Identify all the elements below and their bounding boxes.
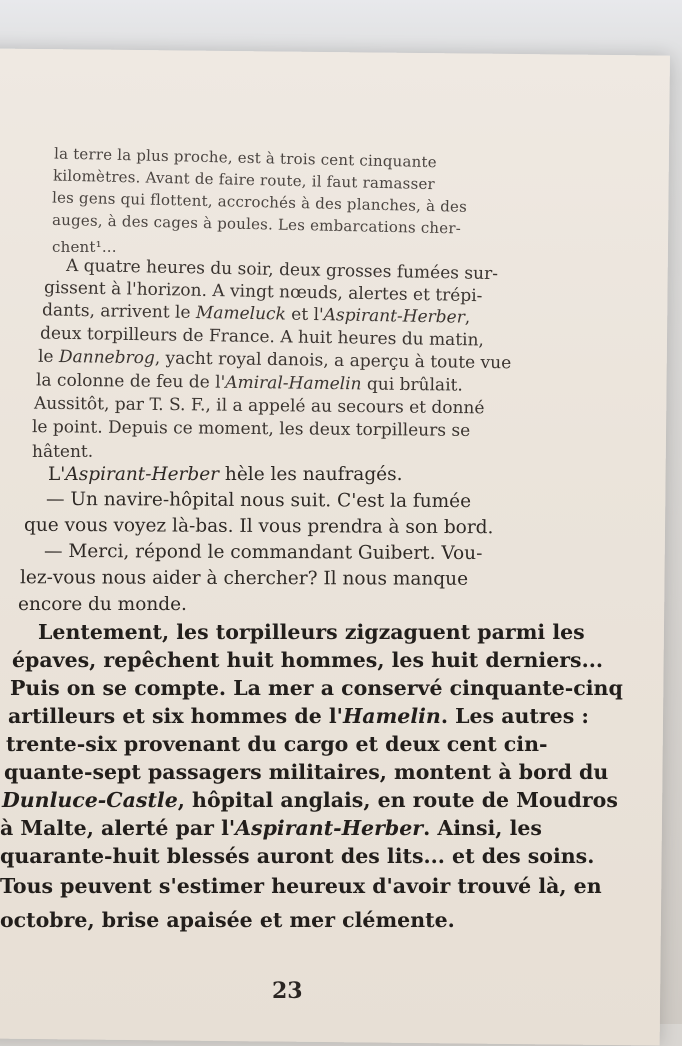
text-line: Puis on se compte. La mer a conservé cinquante-cinq (10, 676, 623, 700)
text-line: A quatre heures du soir, deux grosses fumées sur- (65, 255, 499, 285)
text-line: chent¹... (52, 238, 117, 256)
text-line: les gens qui flottent, accrochés à des planches, à des (51, 188, 468, 216)
text-line: dants, arrivent le Mameluck et l'Aspirant-Herber, (41, 300, 471, 328)
page-number: 23 (272, 978, 303, 1004)
text-line: la colonne de feu de l'Amiral-Hamelin qui brûlait. (35, 370, 463, 396)
text-line: le point. Depuis ce moment, les deux torpilleurs se (31, 417, 471, 441)
text-line: quarante-huit blessés auront des lits... et des soins. (0, 844, 595, 868)
text-line: — Merci, répond le commandant Guibert. Vou- (43, 540, 483, 565)
text-line: la terre la plus proche, est à trois cent cinquante (53, 144, 438, 172)
text-line: épaves, repêchent huit hommes, les huit derniers... (12, 648, 603, 672)
text-line: L'Aspirant-Herber hèle les naufragés. (48, 464, 403, 485)
text-line: à Malte, alerté par l'Aspirant-Herber. Ainsi, les (0, 816, 542, 840)
text-line: trente-six provenant du cargo et deux cent cin- (6, 732, 548, 756)
text-line: quante-sept passagers militaires, montent à bord du (4, 760, 609, 784)
text-line: deux torpilleurs de France. A huit heures du matin, (39, 323, 485, 351)
text-line: — Un navire-hôpital nous suit. C'est la fumée (45, 488, 472, 513)
text-line: que vous voyez là-bas. Il vous prendra à son bord. (23, 514, 494, 539)
text-line: le Dannebrog, yacht royal danois, a aperçu à toute vue (37, 346, 512, 374)
text-line: gissent à l'horizon. A vingt nœuds, alertes et trépi- (43, 277, 483, 307)
text-line: kilomètres. Avant de faire route, il faut ramasser (52, 166, 436, 194)
text-line: Dunluce-Castle, hôpital anglais, en route de Moudros (2, 788, 618, 812)
text-line: encore du monde. (18, 594, 187, 615)
text-line: lez-vous nous aider à chercher? Il nous manque (19, 567, 469, 590)
text-line: Aussitôt, par T. S. F., il a appelé au secours et donné (33, 393, 485, 419)
text-line: Tous peuvent s'estimer heureux d'avoir trouvé là, en (0, 874, 602, 898)
text-line: auges, à des cages à poules. Les embarcations cher- (51, 210, 462, 238)
text-line: artilleurs et six hommes de l'Hamelin. Les autres : (8, 704, 589, 728)
text-line: hâtent. (32, 442, 94, 462)
text-line: octobre, brise apaisée et mer clémente. (0, 908, 455, 932)
text-line: Lentement, les torpilleurs zigzaguent parmi les (38, 620, 585, 644)
